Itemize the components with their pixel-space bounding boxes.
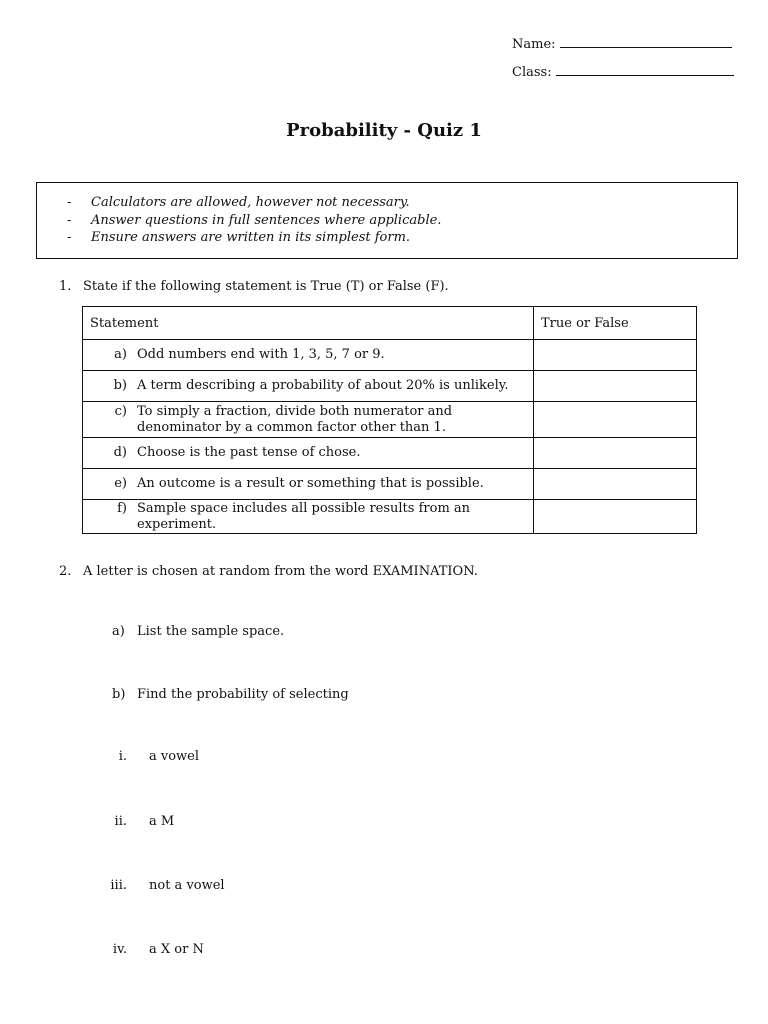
bullet-dash: - bbox=[67, 213, 72, 228]
instruction-item bbox=[67, 230, 410, 245]
name-label: Name: bbox=[512, 37, 556, 52]
subpart-text: not a vowel bbox=[149, 878, 225, 893]
statement-cell bbox=[83, 371, 534, 402]
table-row bbox=[83, 500, 697, 534]
table-row bbox=[83, 402, 697, 438]
instruction-text: Calculators are allowed, however not necessary. bbox=[91, 195, 410, 210]
answer-cell[interactable] bbox=[534, 469, 697, 500]
statement-text: To simply a fraction, divide both numerator and denominator by a common factor other than 1. bbox=[137, 403, 453, 435]
answer-cell[interactable] bbox=[534, 402, 697, 438]
row-letter: e) bbox=[114, 476, 127, 491]
answer-cell[interactable] bbox=[534, 371, 697, 402]
bullet-dash: - bbox=[67, 195, 72, 210]
statement-text: Choose is the past tense of chose. bbox=[137, 445, 361, 460]
name-field[interactable] bbox=[512, 35, 732, 52]
table-row bbox=[83, 371, 697, 402]
statement-text: An outcome is a result or something that is possible. bbox=[137, 476, 484, 491]
subpart-numeral: iv. bbox=[112, 942, 127, 957]
instruction-text: Answer questions in full sentences where applicable. bbox=[91, 213, 442, 228]
instruction-item bbox=[67, 195, 410, 210]
row-letter: b) bbox=[113, 378, 127, 393]
part-a-text: List the sample space. bbox=[137, 624, 285, 639]
bullet-dash: - bbox=[67, 230, 72, 245]
statement-cell bbox=[83, 500, 534, 534]
column-header-answer: True or False bbox=[534, 307, 697, 340]
class-blank-line[interactable] bbox=[556, 63, 734, 76]
column-header-statement: Statement bbox=[83, 307, 534, 340]
statement-cell bbox=[83, 438, 534, 469]
statement-cell bbox=[83, 340, 534, 371]
class-field[interactable] bbox=[512, 63, 734, 80]
statement-text: Odd numbers end with 1, 3, 5, 7 or 9. bbox=[137, 347, 385, 362]
table-header-row bbox=[83, 307, 697, 340]
row-letter: c) bbox=[114, 403, 127, 419]
answer-cell[interactable] bbox=[534, 500, 697, 534]
class-label: Class: bbox=[512, 65, 552, 80]
statement-text: Sample space includes all possible results from an experiment. bbox=[137, 500, 471, 532]
part-b-letter: b) bbox=[112, 687, 126, 702]
question-2-text: A letter is chosen at random from the word EXAMINATION. bbox=[83, 564, 478, 579]
table-row bbox=[83, 438, 697, 469]
table-row bbox=[83, 469, 697, 500]
subpart-text: a vowel bbox=[149, 749, 200, 764]
page-title: Probability - Quiz 1 bbox=[286, 120, 482, 141]
subpart-numeral: iii. bbox=[110, 878, 127, 893]
instructions-box bbox=[36, 182, 738, 259]
question-1-number: 1. bbox=[59, 279, 72, 294]
subpart-text: a X or N bbox=[149, 942, 204, 957]
question-2-number: 2. bbox=[59, 564, 72, 579]
row-letter: d) bbox=[113, 445, 127, 460]
question-1-text: State if the following statement is True (T) or False (F). bbox=[83, 279, 449, 294]
instruction-item bbox=[67, 213, 441, 228]
statement-cell bbox=[83, 402, 534, 438]
statement-cell bbox=[83, 469, 534, 500]
true-false-table bbox=[82, 306, 697, 534]
row-letter: a) bbox=[114, 347, 127, 362]
answer-cell[interactable] bbox=[534, 340, 697, 371]
part-b-text: Find the probability of selecting bbox=[137, 687, 349, 702]
answer-cell[interactable] bbox=[534, 438, 697, 469]
name-blank-line[interactable] bbox=[560, 35, 732, 48]
statement-text: A term describing a probability of about 20% is unlikely. bbox=[137, 378, 509, 393]
subpart-numeral: ii. bbox=[114, 814, 127, 829]
part-a-letter: a) bbox=[112, 624, 125, 639]
subpart-text: a M bbox=[149, 814, 175, 829]
instruction-text: Ensure answers are written in its simplest form. bbox=[91, 230, 411, 245]
subpart-numeral: i. bbox=[118, 749, 127, 764]
row-letter: f) bbox=[117, 500, 127, 516]
table-row bbox=[83, 340, 697, 371]
